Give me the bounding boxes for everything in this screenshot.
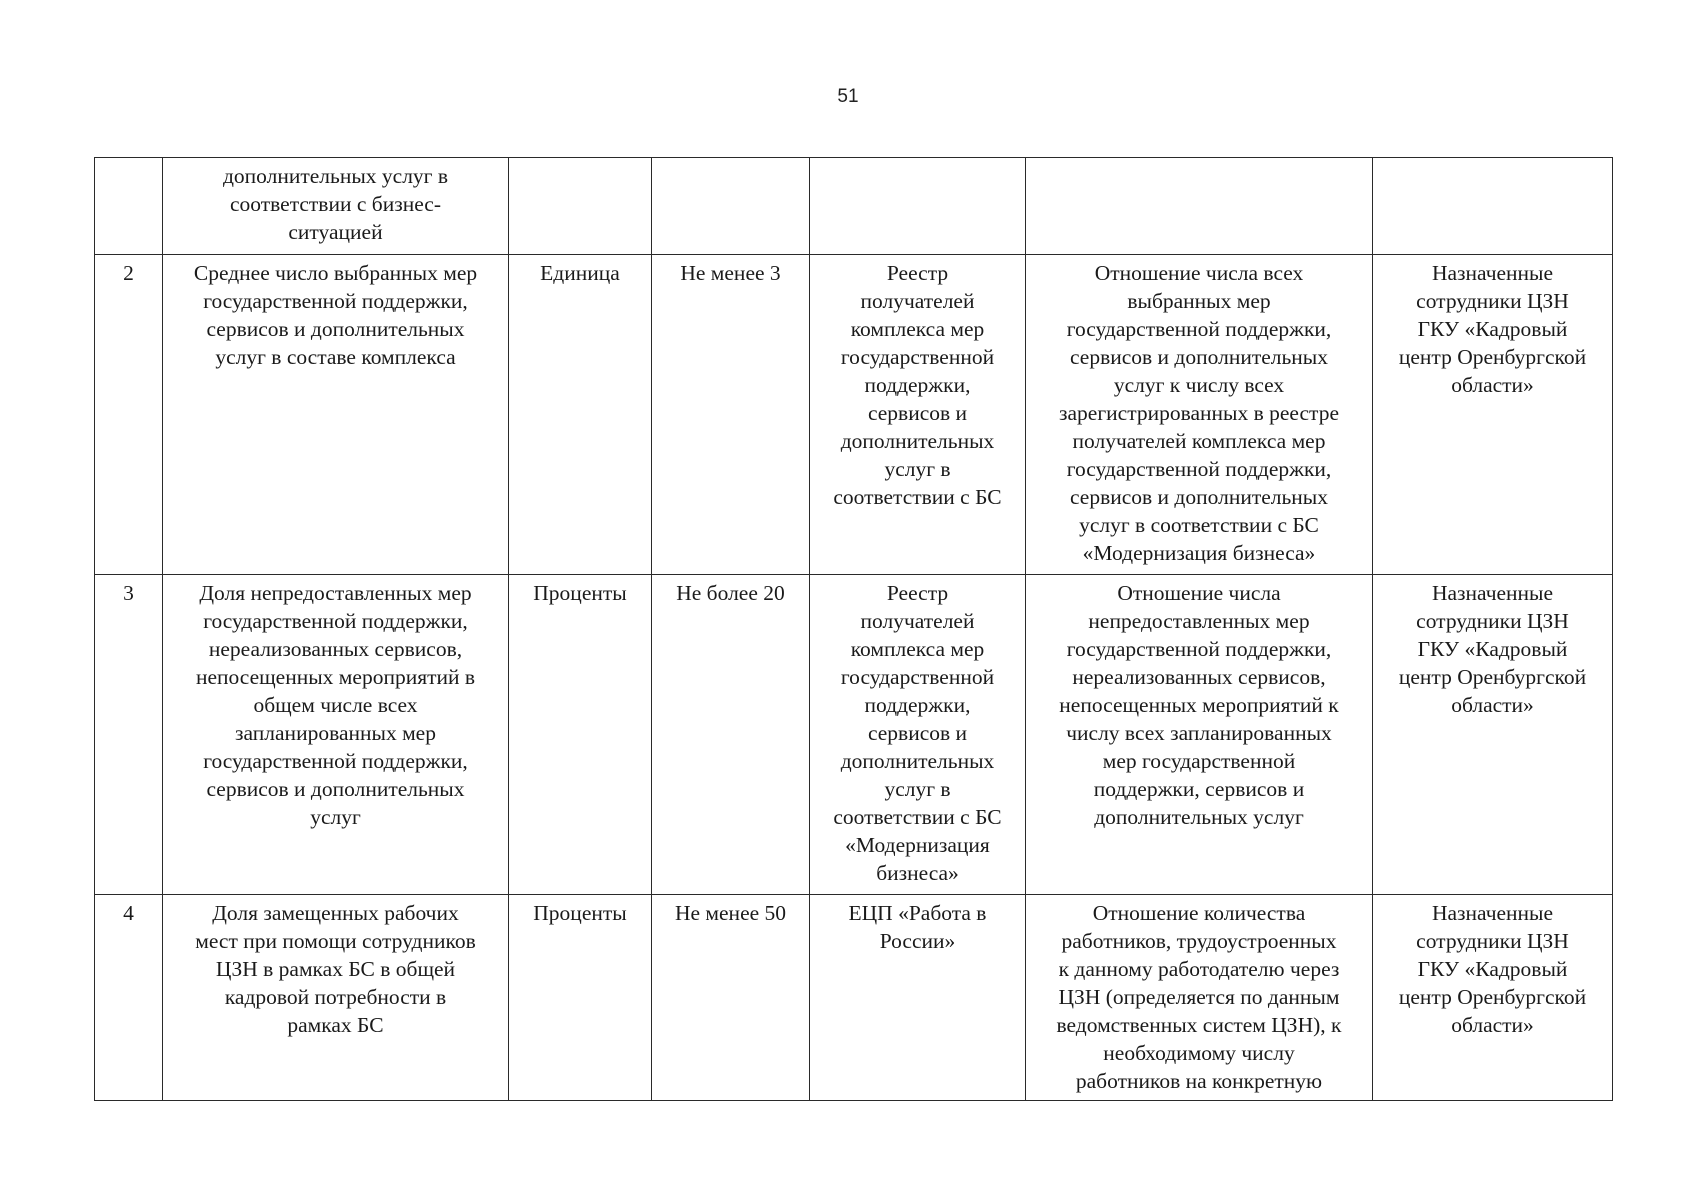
table-row <box>95 255 1613 575</box>
row-number-cell: 3 <box>95 575 163 895</box>
row-number-cell: 2 <box>95 255 163 575</box>
source-cell: Реестр получателей комплекса мер государственной поддержки, сервисов и дополнительных услуг в соответствии с БС <box>810 255 1026 575</box>
source-cell <box>810 158 1026 255</box>
responsible-cell: Назначенные сотрудники ЦЗН ГКУ «Кадровый центр Оренбургской области» <box>1373 575 1613 895</box>
method-cell <box>1026 158 1373 255</box>
unit-cell: Проценты <box>509 895 652 1101</box>
responsible-cell: Назначенные сотрудники ЦЗН ГКУ «Кадровый центр Оренбургской области» <box>1373 255 1613 575</box>
indicator-cell: дополнительных услуг в соответствии с бизнес- ситуацией <box>163 158 509 255</box>
table-row <box>95 575 1613 895</box>
target-cell <box>652 158 810 255</box>
page-number: 51 <box>837 86 859 107</box>
target-cell: Не менее 50 <box>652 895 810 1101</box>
responsible-cell <box>1373 158 1613 255</box>
unit-cell <box>509 158 652 255</box>
responsible-cell: Назначенные сотрудники ЦЗН ГКУ «Кадровый центр Оренбургской области» <box>1373 895 1613 1101</box>
indicators-table <box>94 157 1613 1101</box>
source-cell: Реестр получателей комплекса мер государственной поддержки, сервисов и дополнительных услуг в соответствии с БС «Модернизация бизнеса» <box>810 575 1026 895</box>
indicator-cell: Доля замещенных рабочих мест при помощи сотрудников ЦЗН в рамках БС в общей кадровой потребности в рамках БС <box>163 895 509 1101</box>
indicator-cell: Доля непредоставленных мер государственной поддержки, нереализованных сервисов, непосещенных мероприятий в общем числе всех запланированных мер государственной поддержки, сервисов и дополнительных услуг <box>163 575 509 895</box>
row-number-cell: 4 <box>95 895 163 1101</box>
unit-cell: Проценты <box>509 575 652 895</box>
indicator-cell: Среднее число выбранных мер государственной поддержки, сервисов и дополнительных услуг в составе комплекса <box>163 255 509 575</box>
method-cell: Отношение количества работников, трудоустроенных к данному работодателю через ЦЗН (определяется по данным ведомственных систем ЦЗН), к необходимому числу работников на конкретную <box>1026 895 1373 1101</box>
table-row-continuation <box>95 158 1613 255</box>
table-row <box>95 895 1613 1101</box>
target-cell: Не более 20 <box>652 575 810 895</box>
unit-cell: Единица <box>509 255 652 575</box>
method-cell: Отношение числа непредоставленных мер государственной поддержки, нереализованных сервисов, непосещенных мероприятий к числу всех запланированных мер государственной поддержки, сервисов и дополнительных услуг <box>1026 575 1373 895</box>
row-number-cell <box>95 158 163 255</box>
target-cell: Не менее 3 <box>652 255 810 575</box>
source-cell: ЕЦП «Работа в России» <box>810 895 1026 1101</box>
method-cell: Отношение числа всех выбранных мер государственной поддержки, сервисов и дополнительных услуг к числу всех зарегистрированных в реестре получателей комплекса мер государственной поддержки, сервисов и дополнительных услуг в соответствии с БС «Модернизация бизнеса» <box>1026 255 1373 575</box>
